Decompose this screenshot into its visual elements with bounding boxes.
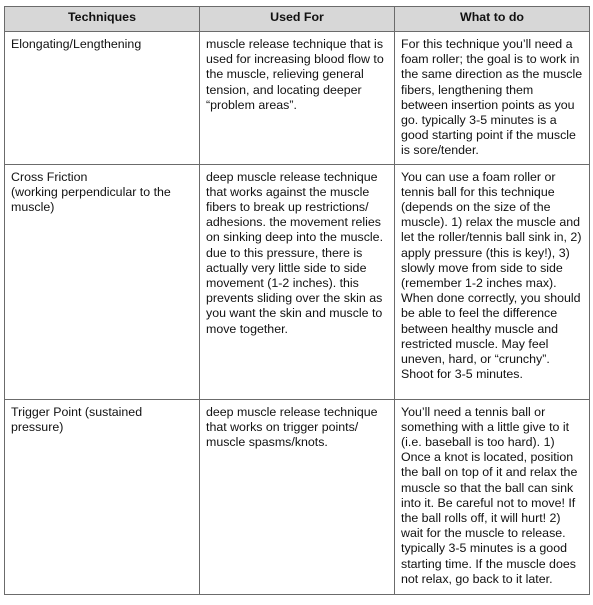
technique-cell: Trigger Point (sustained pressure) xyxy=(5,399,200,594)
what-to-do-cell: You can use a foam roller or tennis ball for this technique (depends on the size of the muscle). 1) relax the muscle and let the roller/tennis ball sink in, 2) apply pressure (this is key!), 3) slowly move from side to side (remember 1-2 inches max). When done correctly, you should be able to feel the difference between healthy muscle and restricted muscle. May feel uneven, hard, or “crunchy”. Shoot for 3-5 minutes. xyxy=(395,164,590,399)
header-techniques: Techniques xyxy=(5,7,200,32)
used-for-cell: deep muscle release technique that works on trigger points/ muscle spasms/knots. xyxy=(200,399,395,594)
technique-cell: Cross Friction (working perpendicular to the muscle) xyxy=(5,164,200,399)
table-row xyxy=(5,399,590,594)
header-what-to-do: What to do xyxy=(395,7,590,32)
header-row xyxy=(5,7,590,32)
what-to-do-cell: You’ll need a tennis ball or something with a little give to it (i.e. baseball is too hard). 1) Once a knot is located, position the ball on top of it and relax the muscle so that the ball can sink into it. Be careful not to move! If the ball rolls off, it will hurt! 2) wait for the muscle to release. typically 3-5 minutes is a good starting time. If the muscle does not relax, go back to it later. xyxy=(395,399,590,594)
technique-cell: Elongating/Lengthening xyxy=(5,32,200,165)
used-for-cell: muscle release technique that is used for increasing blood flow to the muscle, relieving general tension, and locating deeper “problem areas”. xyxy=(200,32,395,165)
table-row xyxy=(5,32,590,165)
what-to-do-cell: For this technique you’ll need a foam roller; the goal is to work in the same direction as the muscle fibers, lengthening them between insertion points as you go. typically 3-5 minutes is a good starting point if the muscle is sore/tender. xyxy=(395,32,590,165)
header-used-for: Used For xyxy=(200,7,395,32)
table-row xyxy=(5,164,590,399)
techniques-table xyxy=(4,6,590,595)
used-for-cell: deep muscle release technique that works against the muscle fibers to break up restrictions/ adhesions. the movement relies on sinking deep into the muscle. due to this pressure, there is actually very little side to side movement (1-2 inches). this prevents sliding over the skin as you want the skin and muscle to move together. xyxy=(200,164,395,399)
